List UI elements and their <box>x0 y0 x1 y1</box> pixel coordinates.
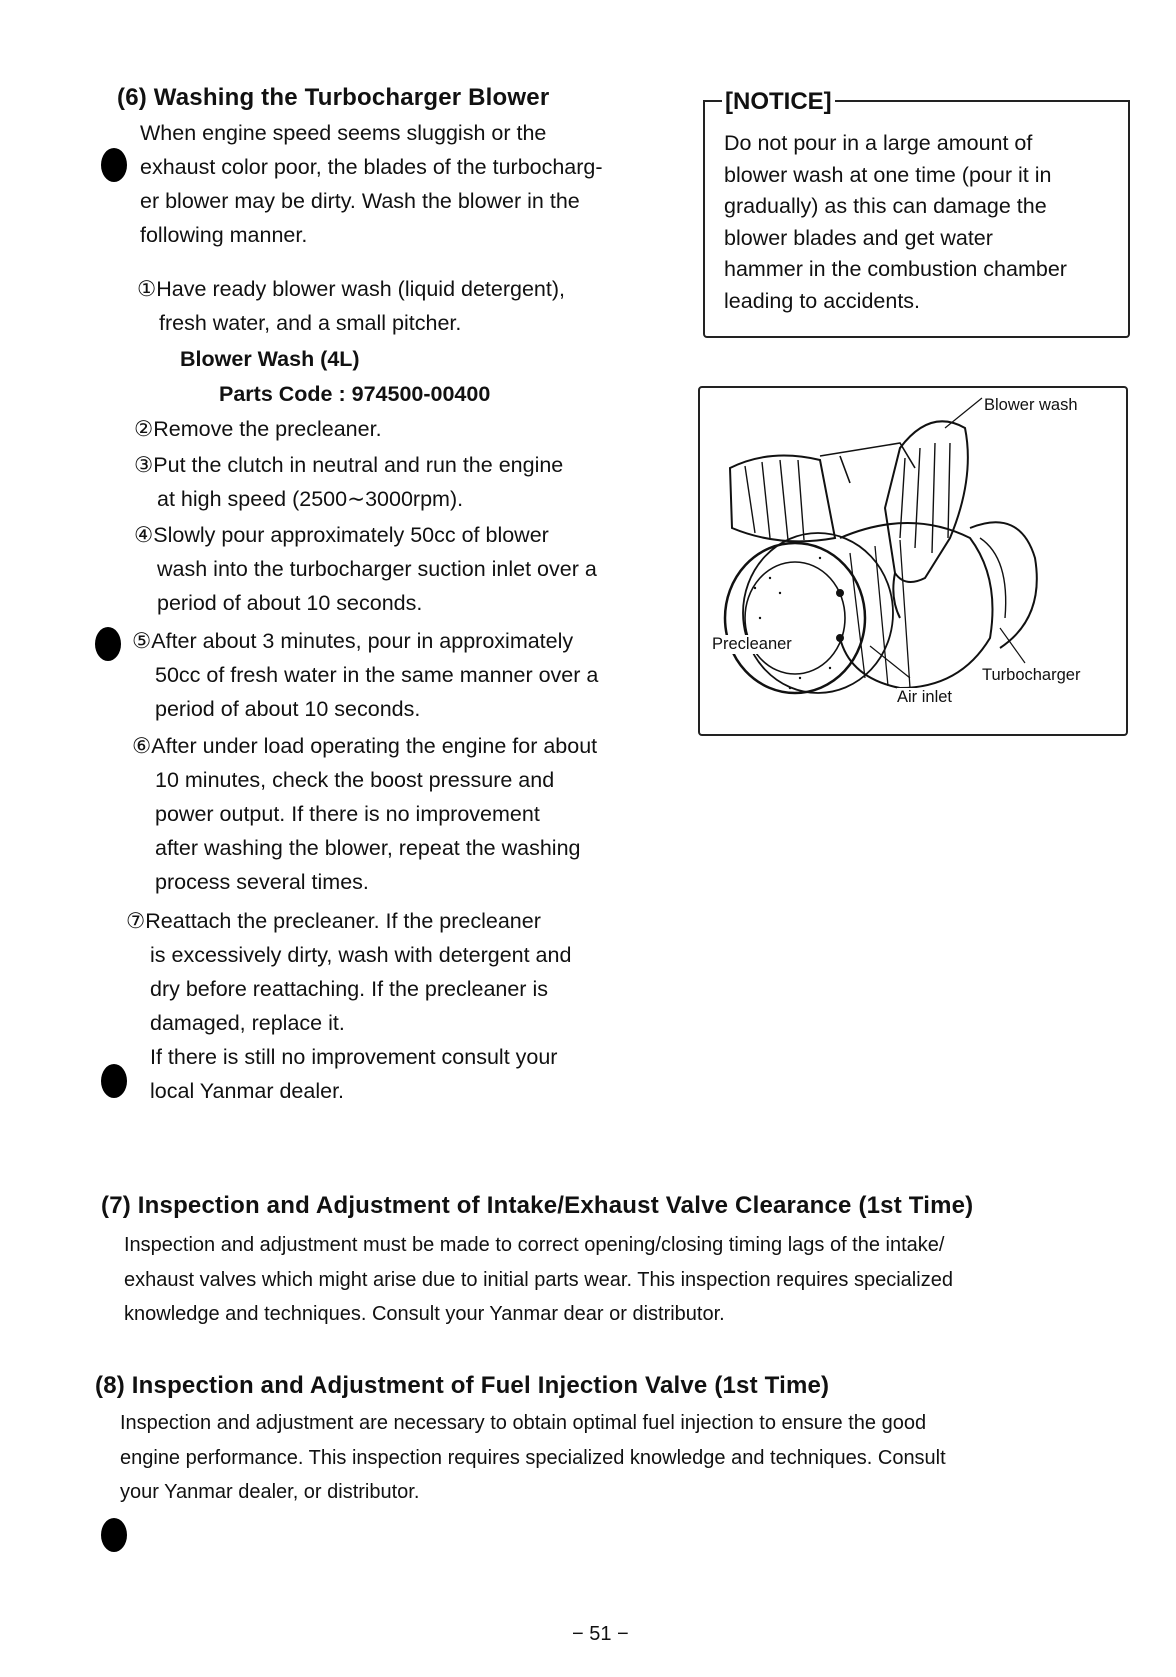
text-line: after washing the blower, repeat the washing <box>155 836 581 860</box>
text-line: ⑦Reattach the precleaner. If the precleaner <box>126 909 541 933</box>
text-line: knowledge and techniques. Consult your Yanmar dear or distributor. <box>124 1303 725 1325</box>
text-line: exhaust color poor, the blades of the turbocharg- <box>140 155 603 179</box>
text-line: power output. If there is no improvement <box>155 802 540 826</box>
binder-hole-1 <box>101 148 127 182</box>
text-line: damaged, replace it. <box>150 1011 345 1035</box>
text-line: Inspection and adjustment are necessary to obtain optimal fuel injection to ensure the good <box>120 1412 927 1434</box>
text-line: is excessively dirty, wash with detergent and <box>150 943 572 967</box>
notice-line: blower blades and get water <box>724 225 993 250</box>
text-line: process several times. <box>155 870 369 894</box>
step-4 <box>134 518 597 620</box>
notice-line: leading to accidents. <box>724 288 921 313</box>
turbo-outlet <box>970 522 1037 648</box>
text-line: at high speed (2500∼3000rpm). <box>157 487 464 511</box>
label-blower-wash: Blower wash <box>984 396 1078 414</box>
notice-line: Do not pour in a large amount of <box>724 131 1033 155</box>
label-air-inlet: Air inlet <box>897 688 953 706</box>
text-line: exhaust valves which might arise due to initial parts wear. This inspection requires specialized <box>124 1268 953 1291</box>
notice-line: gradually) as this can damage the <box>724 194 1047 218</box>
text-line: wash into the turbocharger suction inlet over a <box>157 557 597 581</box>
label-precleaner: Precleaner <box>712 635 792 653</box>
notice-line: hammer in the combustion chamber <box>724 257 1067 281</box>
text-line: local Yanmar dealer. <box>150 1079 345 1103</box>
precleaner-ring <box>725 543 865 693</box>
text-line: fresh water, and a small pitcher. <box>159 311 462 335</box>
text-line: ⑥After under load operating the engine for about <box>132 734 598 758</box>
text-line: When engine speed seems sluggish or the <box>140 121 547 145</box>
page-number: − 51 − <box>572 1623 629 1645</box>
text-line: 50cc of fresh water in the same manner over a <box>155 663 599 687</box>
text-line: er blower may be dirty. Wash the blower in the <box>140 189 580 213</box>
part-code: Parts Code : 974500-00400 <box>219 382 491 406</box>
notice-title: [NOTICE] <box>722 88 835 116</box>
section-6-intro <box>140 116 603 252</box>
step-2 <box>134 412 382 446</box>
part-name: Blower Wash (4L) <box>180 347 360 371</box>
text-line: If there is still no improvement consult your <box>150 1045 558 1069</box>
binder-hole-4 <box>101 1518 127 1552</box>
notice-text <box>724 128 1067 317</box>
section-7-body <box>124 1228 953 1332</box>
step-6 <box>132 729 597 899</box>
figure-box <box>698 386 1128 736</box>
text-line: Inspection and adjustment must be made to correct opening/closing timing lags of the intake/ <box>124 1234 945 1256</box>
text-line: 10 minutes, check the boost pressure and <box>155 768 555 792</box>
section-6-heading: (6) Washing the Turbocharger Blower <box>117 84 550 111</box>
text-line: ④Slowly pour approximately 50cc of blower <box>134 523 549 547</box>
text-line: your Yanmar dealer, or distributor. <box>120 1481 420 1503</box>
text-line: period of about 10 seconds. <box>157 591 423 615</box>
notice-line: blower wash at one time (pour it in <box>724 162 1052 187</box>
blower-wash-bottle <box>885 421 968 582</box>
section-8-heading: (8) Inspection and Adjustment of Fuel Injection Valve (1st Time) <box>95 1372 830 1399</box>
leader-line-blower-wash <box>945 398 982 428</box>
leader-line-air-inlet <box>870 646 910 678</box>
section-8-body <box>120 1406 946 1510</box>
step-5 <box>132 624 598 726</box>
text-line: period of about 10 seconds. <box>155 697 421 721</box>
step-3 <box>134 448 563 516</box>
text-line: following manner. <box>140 223 308 247</box>
text-line: engine performance. This inspection requires specialized knowledge and techniques. Consult <box>120 1446 946 1469</box>
text-line: ①Have ready blower wash (liquid detergent), <box>137 277 565 301</box>
binder-hole-2 <box>95 627 121 661</box>
label-turbocharger: Turbocharger <box>982 666 1081 684</box>
text-line: ⑤After about 3 minutes, pour in approximately <box>132 629 574 653</box>
binder-hole-3 <box>101 1064 127 1098</box>
section-7-heading: (7) Inspection and Adjustment of Intake/Exhaust Valve Clearance (1st Time) <box>101 1192 974 1219</box>
text-line: ②Remove the precleaner. <box>134 417 382 441</box>
text-line: ③Put the clutch in neutral and run the engine <box>134 453 564 477</box>
step-1 <box>137 272 565 340</box>
text-line: dry before reattaching. If the precleaner is <box>150 977 548 1001</box>
step-7 <box>126 904 571 1108</box>
